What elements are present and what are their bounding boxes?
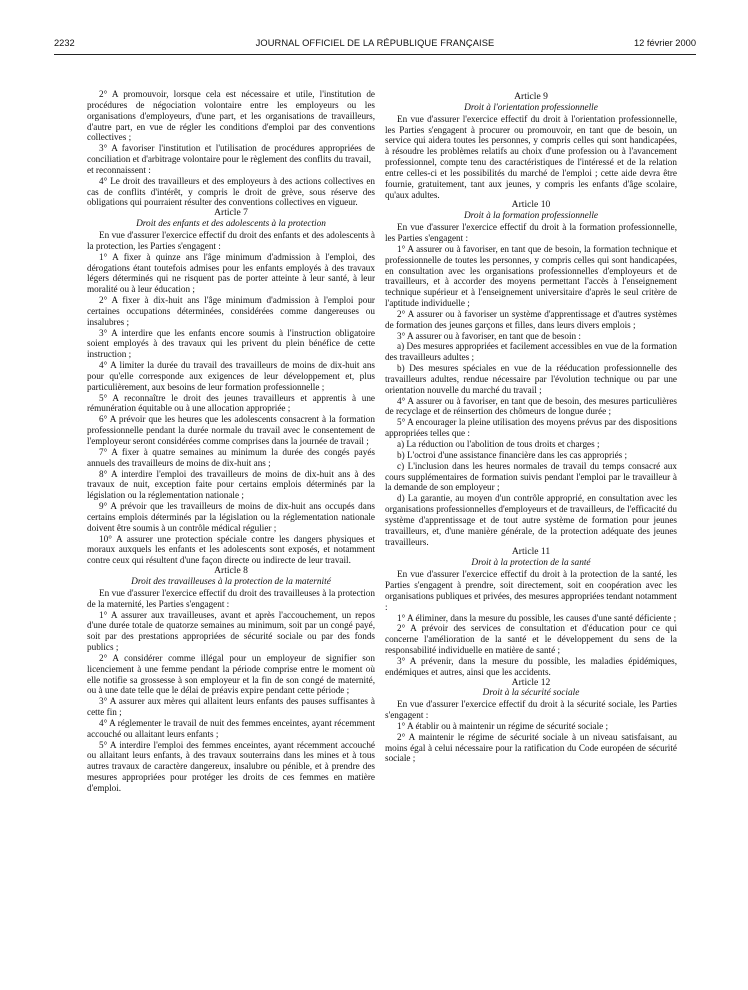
paragraph: 2° A fixer à dix-huit ans l'âge minimum d'admission à l'emploi pour certaines occupations déterminées, considérées comme dangereuses ou insalubres ;: [87, 295, 375, 327]
article-title: Droit à la formation professionnelle: [463, 211, 599, 222]
article-heading: Article 7: [214, 207, 248, 219]
paragraph: 1° A éliminer, dans la mesure du possible, les causes d'une santé déficiente ;: [397, 612, 677, 623]
paragraph: 4° A assurer ou à favoriser, en tant que de besoin, des mesures particulières de recyclage et de réinsertion des chômeurs de longue durée ;: [385, 395, 677, 417]
right-column: [385, 92, 677, 764]
paragraph: 3° A favoriser l'institution et l'utilisation de procédures appropriées de conciliation et d'arbitrage volontaire pour le règlement des conflits du travail,: [87, 143, 375, 165]
page-number: 2232: [54, 38, 75, 48]
journal-title: JOURNAL OFFICIEL DE LA RÉPUBLIQUE FRANÇAISE: [255, 38, 495, 48]
article-title: Droit à la protection de la santé: [471, 558, 591, 569]
paragraph: En vue d'assurer l'exercice effectif du droit à la protection de la santé, les Parties s'engagent à prendre, soit directement, soit en coopération avec les organisations publiques et privées, des mesures appropriées tendant notamment :: [385, 569, 677, 612]
article-title: Droit des travailleuses à la protection de la maternité: [131, 576, 331, 587]
paragraph: 4° A limiter la durée du travail des travailleurs de moins de dix-huit ans pour qu'elle corresponde aux exigences de leur développement et, plus particulièrement, aux besoins de leur formation professionnelle ;: [87, 360, 375, 392]
paragraph: En vue d'assurer l'exercice effectif du droit des enfants et des adolescents à la protection, les Parties s'engagent :: [87, 229, 375, 251]
page-header: [54, 38, 696, 52]
paragraph: 1° A assurer aux travailleuses, avant et après l'accouchement, un repos d'une durée totale de quatorze semaines au minimum, soit par un congé payé, soit par des prestations appropriées de sécurité sociale ou par des fonds publics ;: [87, 609, 375, 653]
paragraph: En vue d'assurer l'exercice effectif du droit des travailleuses à la protection de la maternité, les Parties s'engagent :: [87, 587, 375, 609]
paragraph: 2° A promouvoir, lorsque cela est nécessaire et utile, l'institution de procédures de négociation volontaire entre les employeurs ou les organisations d'employeurs, d'une part, et les organisations de travailleurs, d'autre part, en vue de régler les conditions d'emploi par des conventions collectives ;: [87, 89, 375, 143]
paragraph: 1° A fixer à quinze ans l'âge minimum d'admission à l'emploi, des dérogations étant toutefois admises pour les enfants employés à des travaux légers déterminés qui ne risquent pas de porter atteinte à leur santé, à leur moralité ou à leur éducation ;: [87, 251, 375, 295]
paragraph: 2° A considérer comme illégal pour un employeur de signifier son licenciement à une femme pendant la période comprise entre le moment où elle notifie sa grossesse à son employeur et la fin de son congé de maternité, ou à une date telle que le délai de préavis expire pendant cette période ;: [87, 652, 375, 696]
issue-date: 12 février 2000: [633, 38, 696, 48]
paragraph: b) Des mesures spéciales en vue de la rééducation professionnelle des travailleurs adultes, rendue nécessaire par l'évolution technique ou par une orientation nouvelle du marché du travail ;: [385, 363, 677, 395]
paragraph: et reconnaissent :: [87, 164, 151, 175]
paragraph: 5° A interdire l'emploi des femmes enceintes, ayant récemment accouché ou allaitant leurs enfants, à des travaux souterrains dans les mines et à tous autres travaux de caractère dangereux, insalubre ou pénible, et à prendre des mesures appropriées pour protéger les droits de ces femmes en matière d'emploi.: [87, 739, 375, 793]
paragraph: 2° A maintenir le régime de sécurité sociale à un niveau satisfaisant, au moins égal à celui nécessaire pour la ratification du Code européen de sécurité sociale ;: [385, 731, 677, 764]
article-heading: Article 11: [511, 546, 551, 558]
article-title: Droit à la sécurité sociale: [482, 688, 580, 699]
paragraph: 6° A prévoir que les heures que les adolescents consacrent à la formation professionnelle pendant la durée normale du travail avec le consentement de l'employeur seront considérées comme comprises dans la journée de travail ;: [87, 414, 375, 446]
article-heading: Article 8: [214, 565, 248, 577]
paragraph: 9° A prévoir que les travailleurs de moins de dix-huit ans occupés dans certains emplois déterminés par la législation ou la réglementation nationale doivent être soumis à un contrôle médical régulier ;: [87, 501, 375, 533]
left-column: [87, 89, 375, 794]
paragraph: 3° A prévenir, dans la mesure du possible, les maladies épidémiques, endémiques et autres, ainsi que les accidents.: [385, 655, 677, 677]
paragraph: a) Des mesures appropriées et facilement accessibles en vue de la formation des travailleurs adultes ;: [385, 341, 677, 363]
paragraph: 3° A interdire que les enfants encore soumis à l'instruction obligatoire soient employés à des travaux qui les privent du plein bénéfice de cette instruction ;: [87, 327, 375, 360]
paragraph: 1° A établir ou à maintenir un régime de sécurité sociale ;: [397, 720, 609, 731]
article-heading: Article 9: [514, 91, 548, 102]
paragraph: 1° A assurer ou à favoriser, en tant que de besoin, la formation technique et professionnelle de toutes les personnes, y compris celles qui sont handicapées, en consultation avec les organisations professionnelles d'employeurs et de travailleurs, et à accorder des moyens permettant l'accès à l'enseignement technique supérieur et à l'enseignement universitaire d'après le seul critère de l'aptitude individuelle ;: [385, 243, 677, 309]
paragraph: En vue d'assurer l'exercice effectif du droit à la formation professionnelle, les Parties s'engagent :: [385, 222, 677, 243]
paragraph: En vue d'assurer l'exercice effectif du droit à la sécurité sociale, les Parties s'engagent :: [385, 699, 677, 721]
article-title: Droit des enfants et des adolescents à la protection: [136, 219, 326, 230]
header-rule: [54, 54, 696, 55]
paragraph: 4° Le droit des travailleurs et des employeurs à des actions collectives en cas de conflits d'intérêt, y compris le droit de grève, sous réserve des obligations qui pourraient résulter des conventions collectives en vigueur.: [87, 175, 375, 208]
paragraph: c) L'inclusion dans les heures normales de travail du temps consacré aux cours supplémentaires de formation suivis pendant l'emploi par le travailleur à la demande de son employeur ;: [385, 460, 677, 493]
paragraph: 4° A réglementer le travail de nuit des femmes enceintes, ayant récemment accouché ou allaitant leurs enfants ;: [87, 717, 375, 739]
article-heading: Article 12: [511, 676, 551, 688]
paragraph: En vue d'assurer l'exercice effectif du droit à l'orientation professionnelle, les Parties s'engagent à procurer ou promouvoir, en tant que de besoin, un service qui aidera toutes les personnes, y compris celles qui sont handicapées, à résoudre les problèmes relatifs au choix d'une profession ou à l'avancement professionnel, compte tenu des caractéristiques de l'intéressé et de la relation entre celles-ci et les possibilités du marché de l'emploi ; cette aide devra être fournie, gratuitement, tant aux jeunes, y compris les enfants d'âge scolaire, qu'aux adultes.: [385, 113, 677, 200]
paragraph: 2° A assurer ou à favoriser un système d'apprentissage et d'autres systèmes de formation des jeunes garçons et filles, dans leurs divers emplois ;: [385, 308, 677, 330]
paragraph: 10° A assurer une protection spéciale contre les dangers physiques et moraux auxquels les enfants et les adolescents sont exposés, et notamment contre ceux qui résultent d'une façon directe ou indirecte de leur travail.: [87, 533, 375, 566]
paragraph: 5° A encourager la pleine utilisation des moyens prévus par des dispositions appropriées telles que :: [385, 417, 677, 439]
paragraph: 8° A interdire l'emploi des travailleurs de moins de dix-huit ans à des travaux de nuit, exception faite pour certains emplois déterminés par la législation ou la réglementation nationale ;: [87, 468, 375, 501]
article-heading: Article 10: [511, 199, 551, 211]
article-title: Droit à l'orientation professionnelle: [464, 102, 598, 113]
paragraph: b) L'octroi d'une assistance financière dans les cas appropriés ;: [397, 449, 628, 460]
paragraph: 5° A reconnaître le droit des jeunes travailleurs et apprentis à une rémunération équitable ou à une allocation appropriée ;: [87, 392, 375, 414]
paragraph: 3° A assurer ou à favoriser, en tant que de besoin :: [397, 330, 581, 341]
paragraph: 3° A assurer aux mères qui allaitent leurs enfants des pauses suffisantes à cette fin ;: [87, 696, 375, 718]
paragraph: d) La garantie, au moyen d'un contrôle approprié, en consultation avec les organisations professionnelles d'employeurs et de travailleurs, de l'efficacité du système d'apprentissage et de tout autre système de formation pour jeunes travailleurs, et, d'une manière générale, de la protection adéquate des jeunes travailleurs.: [385, 493, 677, 547]
paragraph: 2° A prévoir des services de consultation et d'éducation pour ce qui concerne l'amélioration de la santé et le développement du sens de la responsabilité individuelle en matière de santé ;: [385, 623, 677, 656]
paragraph: 7° A fixer à quatre semaines au minimum la durée des congés payés annuels des travailleurs de moins de dix-huit ans ;: [87, 446, 375, 468]
paragraph: a) La réduction ou l'abolition de tous droits et charges ;: [397, 439, 600, 449]
